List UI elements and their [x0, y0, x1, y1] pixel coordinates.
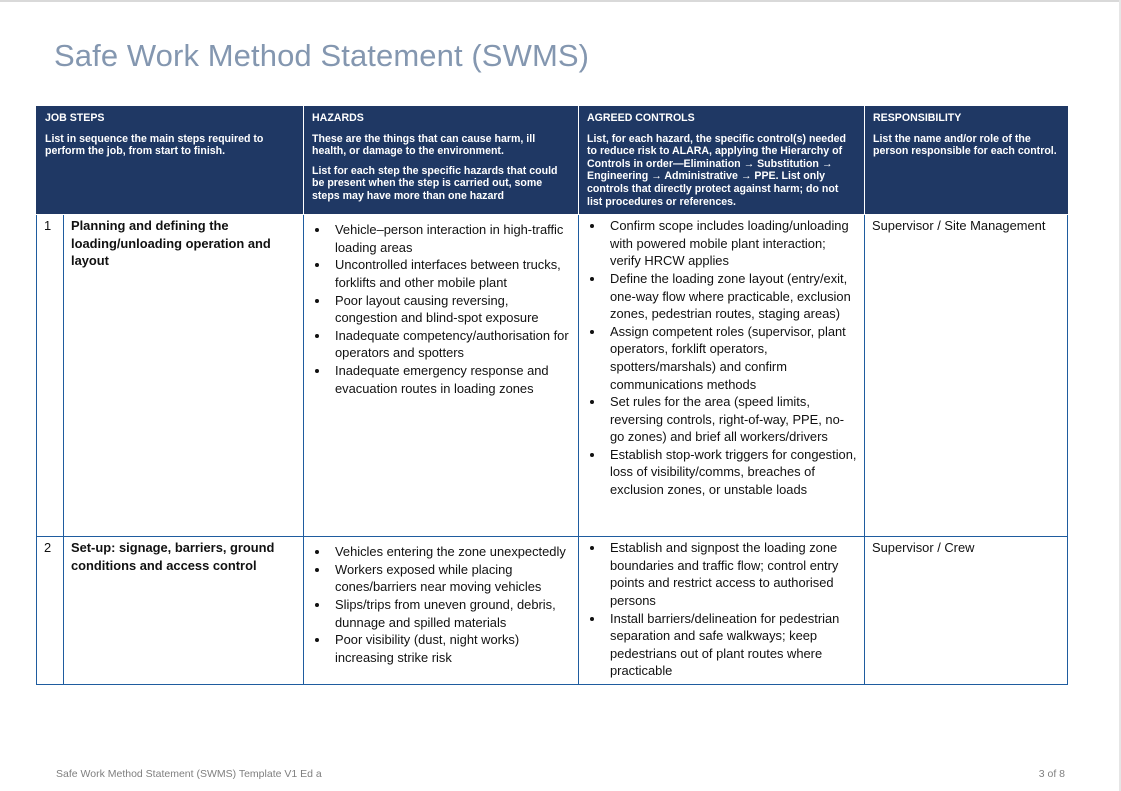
header-title: AGREED CONTROLS: [587, 112, 695, 124]
header-hazards: [304, 107, 579, 215]
hazard-item: Uncontrolled interfaces between trucks, forklifts and other mobile plant: [311, 256, 572, 291]
control-item: Assign competent roles (supervisor, plant operators, forklift operators, spotters/marshals) and confirm communications methods: [586, 323, 858, 393]
hazards-cell: [304, 537, 579, 685]
hazard-item: Poor layout causing reversing, congestion and blind-spot exposure: [311, 292, 572, 327]
hazard-item: Workers exposed while placing cones/barriers near moving vehicles: [311, 561, 572, 596]
header-description: List in sequence the main steps required to perform the job, from start to finish.: [45, 132, 264, 158]
header-description: List, for each hazard, the specific control(s) needed to reduce risk to ALARA, applying the Hierarchy of Controls in order—Elimination → Substitution → Engineering → Administrative → PPE. List only controls that directly protect against harm; do not list procedures or references.: [587, 132, 847, 208]
step-number: 2: [37, 537, 64, 685]
table-row: [37, 537, 1068, 685]
hazard-item: Inadequate competency/authorisation for operators and spotters: [311, 327, 572, 362]
responsibility-cell: Supervisor / Site Management: [865, 215, 1068, 537]
footer-page-number: 3 of 8: [1038, 768, 1065, 780]
swms-table: [36, 106, 1068, 685]
page-top-border: [0, 0, 1121, 2]
step-number: 1: [37, 215, 64, 537]
header-responsibility: [865, 107, 1068, 215]
responsibility-cell: Supervisor / Crew: [865, 537, 1068, 685]
header-row: [37, 107, 1068, 215]
control-item: Install barriers/delineation for pedestrian separation and safe walkways; keep pedestrians out of plant routes where practicable: [586, 610, 858, 680]
header-title: HAZARDS: [312, 112, 364, 124]
control-item: Confirm scope includes loading/unloading with powered mobile plant interaction; verify HRCW applies: [586, 217, 858, 270]
job-step: Set-up: signage, barriers, ground conditions and access control: [64, 537, 304, 685]
controls-list: [586, 539, 858, 680]
hazards-list: [311, 221, 572, 397]
hazard-item: Poor visibility (dust, night works) increasing strike risk: [311, 631, 572, 666]
hazard-item: Inadequate emergency response and evacuation routes in loading zones: [311, 362, 572, 397]
header-description: List for each step the specific hazards that could be present when the step is carried out, some steps may have more than one hazard: [312, 164, 558, 202]
hazards-cell: [304, 215, 579, 537]
header-agreed-controls: [579, 107, 865, 215]
control-item: Establish and signpost the loading zone boundaries and traffic flow; control entry points and restrict access to authorised persons: [586, 539, 858, 609]
hazard-item: Vehicles entering the zone unexpectedly: [311, 543, 572, 561]
footer-document-name: Safe Work Method Statement (SWMS) Template V1 Ed a: [56, 768, 322, 780]
hazard-item: Vehicle–person interaction in high-traffic loading areas: [311, 221, 572, 256]
header-job-steps: [37, 107, 304, 215]
controls-cell: [579, 215, 865, 537]
header-title: RESPONSIBILITY: [873, 112, 962, 124]
control-item: Define the loading zone layout (entry/exit, one-way flow where practicable, exclusion zones, pedestrian routes, staging areas): [586, 270, 858, 323]
document-title: Safe Work Method Statement (SWMS): [54, 38, 590, 73]
header-description: These are the things that can cause harm, ill health, or damage to the environment.: [312, 132, 536, 158]
control-item: Set rules for the area (speed limits, reversing controls, right-of-way, PPE, no-go zones) and brief all workers/drivers: [586, 393, 858, 446]
control-item: Establish stop-work triggers for congestion, loss of visibility/comms, breaches of exclusion zones, or unstable loads: [586, 446, 858, 499]
controls-cell: [579, 537, 865, 685]
hazard-item: Slips/trips from uneven ground, debris, dunnage and spilled materials: [311, 596, 572, 631]
job-step: Planning and defining the loading/unloading operation and layout: [64, 215, 304, 537]
table-row: [37, 215, 1068, 537]
hazards-list: [311, 543, 572, 666]
header-title: JOB STEPS: [45, 112, 105, 124]
controls-list: [586, 217, 858, 499]
header-description: List the name and/or role of the person responsible for each control.: [873, 132, 1057, 158]
